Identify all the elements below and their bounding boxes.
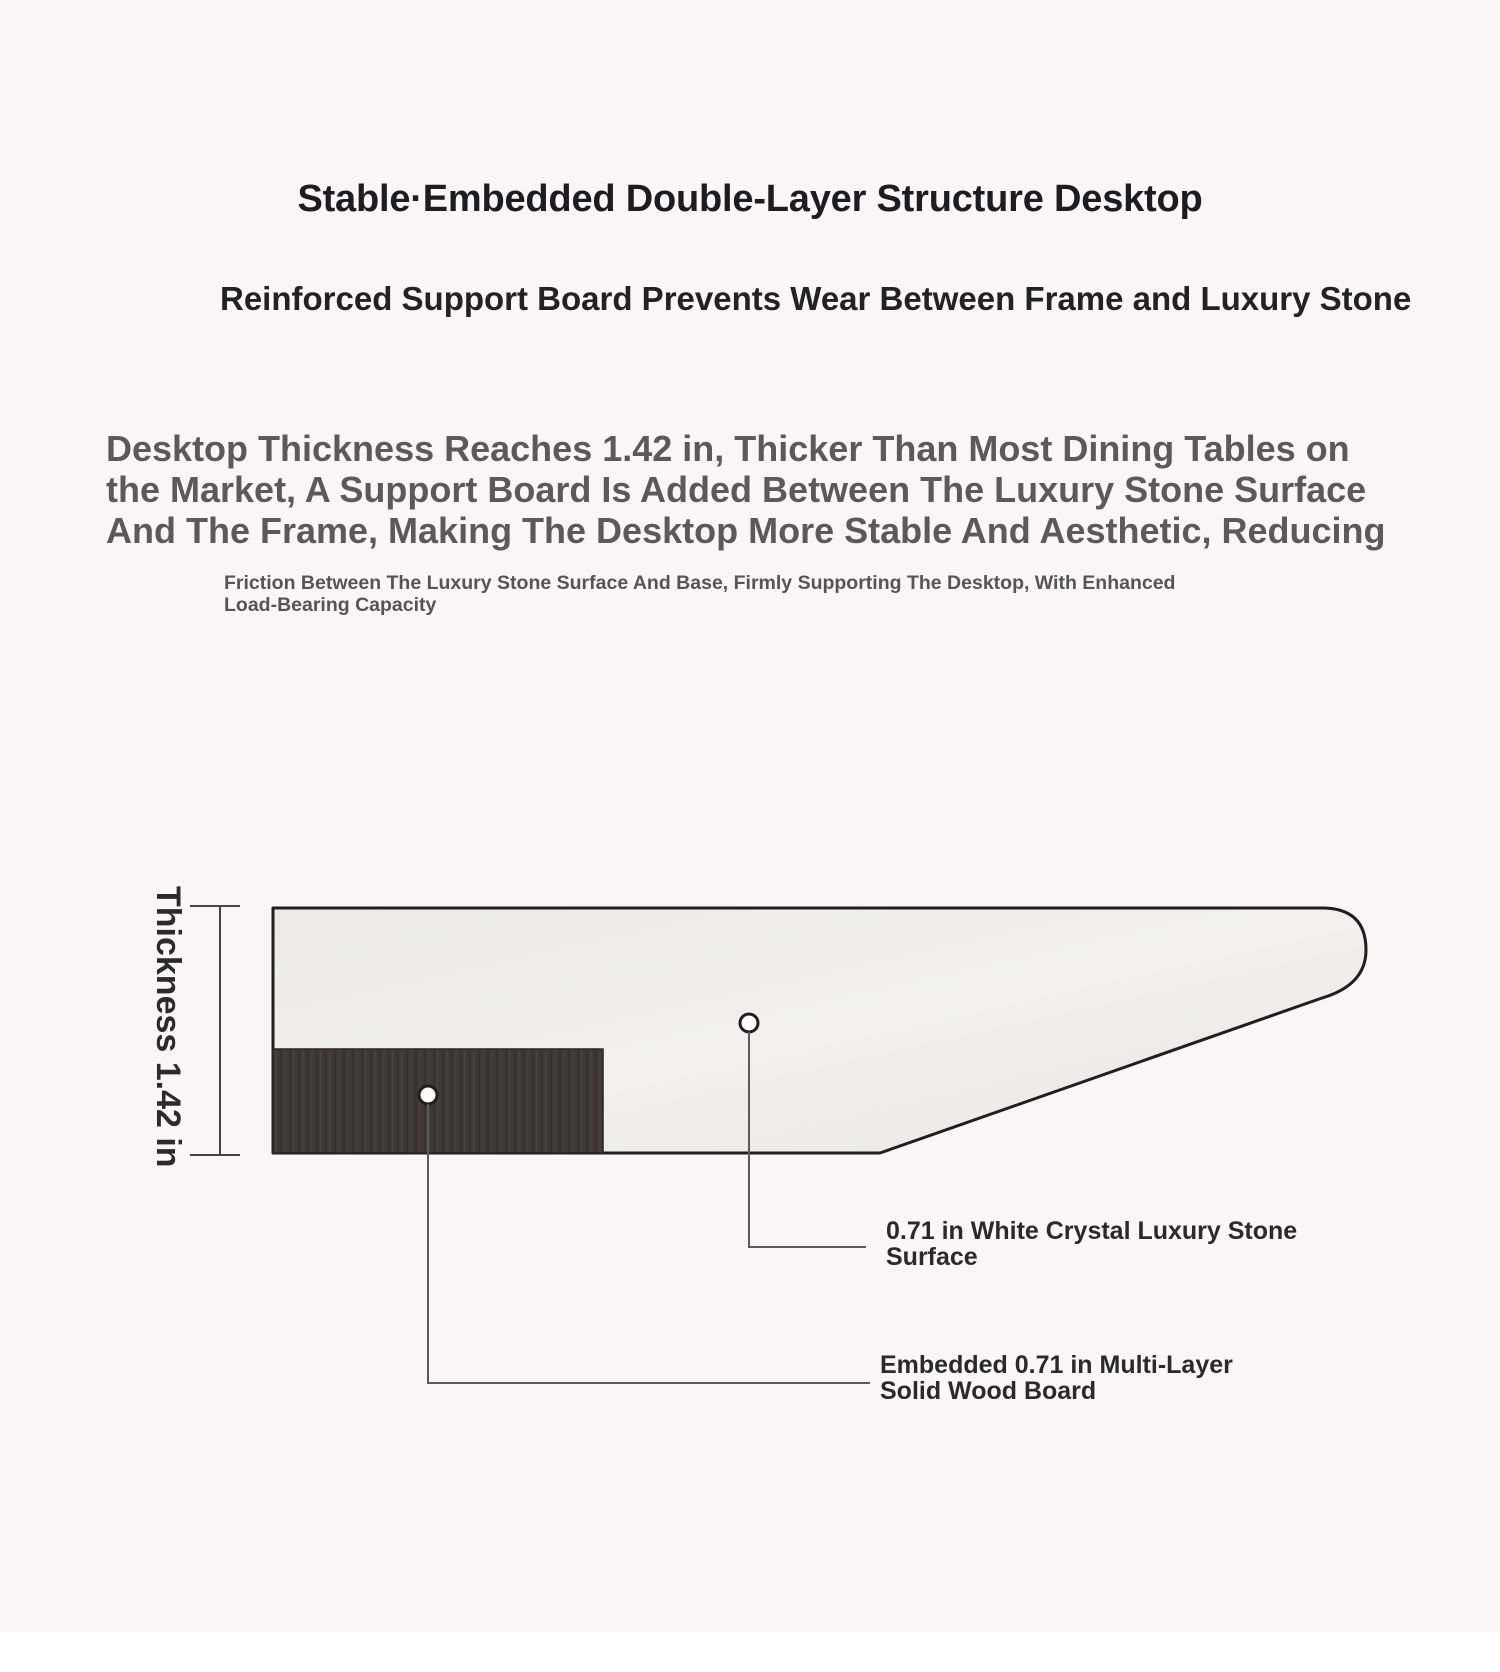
description-continued: Friction Between The Luxury Stone Surface And Base, Firmly Supporting The Desktop, With Enhanced Load-Bearing Capacity <box>224 572 1176 616</box>
stone-callout-marker <box>740 1014 758 1032</box>
wood-board-layer <box>273 1049 603 1153</box>
wood-board-callout: Embedded 0.71 in Multi-Layer Solid Wood Board <box>880 1351 1233 1405</box>
description-main: Desktop Thickness Reaches 1.42 in, Thicker Than Most Dining Tables on the Market, A Support Board Is Added Between The Luxury Stone Surface And The Frame, Making The Desktop More Stable And Aesthetic, Reducing <box>106 428 1386 551</box>
thickness-label: Thickness 1.42 in <box>149 886 187 1168</box>
page-subtitle: Reinforced Support Board Prevents Wear Between Frame and Luxury Stone <box>220 280 1412 317</box>
page-title: Stable·Embedded Double-Layer Structure Desktop <box>297 178 1203 220</box>
stone-surface-callout: 0.71 in White Crystal Luxury Stone Surface <box>886 1217 1298 1271</box>
wood-callout-marker <box>419 1086 437 1104</box>
